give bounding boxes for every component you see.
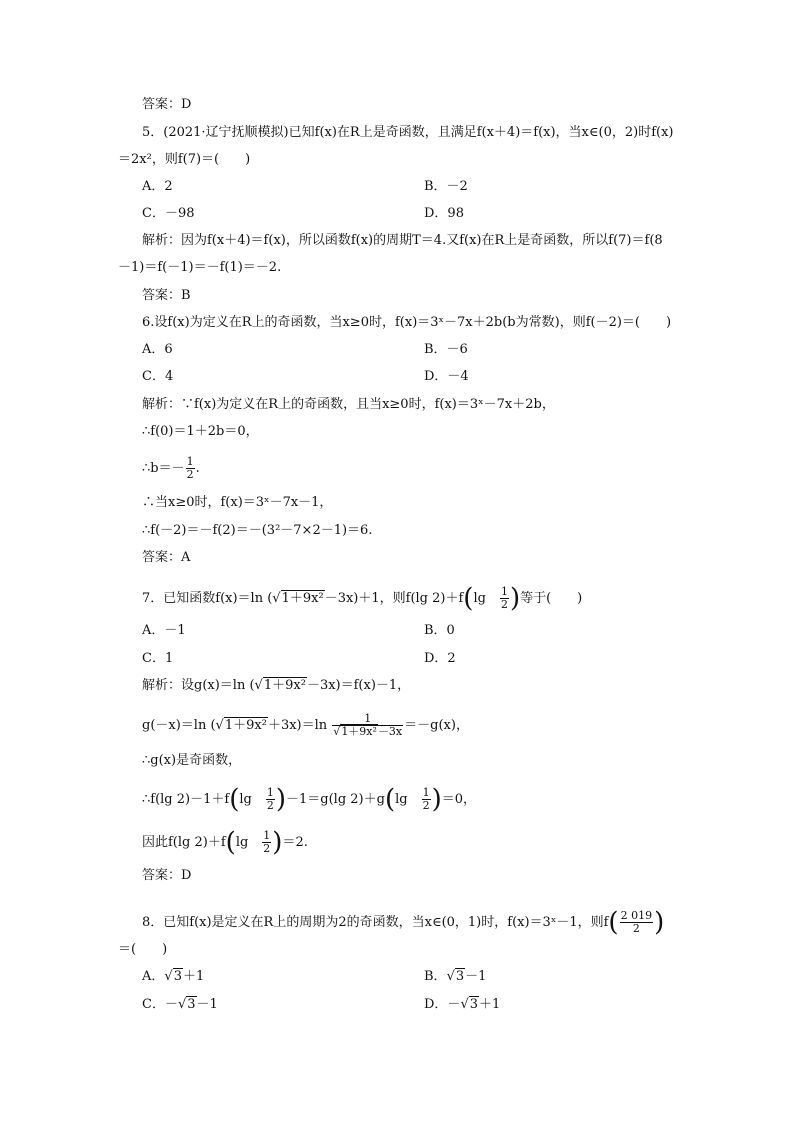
text: －3x	[377, 725, 403, 738]
text: ＋1	[479, 997, 501, 1012]
q5-option-b: B．－2	[424, 179, 468, 194]
text: ＋3x)＝ln	[267, 718, 328, 733]
answer-4: 答案：D	[142, 97, 192, 112]
text: －1	[465, 969, 487, 984]
numerator: 1	[263, 829, 271, 842]
q5-solution: 解析：因为f(x＋4)＝f(x)，所以函数f(x)的周期T＝4.又f(x)在R上是奇函数，所以f(7)＝f(8	[142, 233, 663, 248]
text: －1＝g(lg 2)＋g	[286, 792, 385, 807]
text: lg	[239, 792, 265, 807]
radicand: 1＋9x²	[224, 718, 267, 733]
q8-option-a: A．√3＋1	[142, 969, 205, 984]
q8-option-b: B．√3－1	[424, 969, 487, 984]
numerator: 1	[422, 786, 430, 799]
text: 7．已知函数f(x)＝ln (	[142, 591, 273, 606]
text: 因此f(lg 2)＋f	[142, 835, 226, 850]
q7-step-1: g(－x)＝ln (√1＋9x²＋3x)＝ln $\frac{1}{\text{√1＋9x²－3x}}$ ＝－g(x)，	[142, 712, 469, 738]
question-8-stem: 8．已知f(x)是定义在R上的周期为2的奇函数，当x∈(0，1)时，f(x)＝3ˣ－1，则f( $\frac{2 019}{2}$ )	[142, 907, 665, 938]
fraction	[186, 456, 195, 481]
text: ＝2.	[282, 835, 308, 850]
text: 8．已知f(x)是定义在R上的周期为2的奇函数，当x∈(0，1)时，f(x)＝3ˣ－1，则f	[142, 915, 609, 930]
text: lg	[235, 835, 262, 850]
radicand: 3	[173, 969, 182, 984]
text: D．－	[424, 997, 461, 1012]
text: －1	[196, 997, 218, 1012]
denominator: 2	[266, 799, 274, 812]
answer-7: 答案：D	[142, 868, 192, 883]
q6-step-1: ∴f(0)＝1＋2b＝0，	[142, 424, 259, 439]
q8-option-c: C．－√3－1	[142, 997, 218, 1012]
text: .	[195, 461, 200, 476]
q7-step-3: ∴f(lg 2)－1＋f(lg $\frac{1}{2}$ )－1＝g(lg 2)＋g(lg $\frac{1}{2}$ )＝0，	[142, 784, 477, 815]
q5-option-c: C．－98	[142, 206, 195, 221]
radicand: 3	[455, 969, 465, 984]
text: ＋1	[182, 969, 205, 984]
q6-option-d: D．－4	[424, 369, 469, 384]
denominator: 2	[186, 468, 194, 481]
fraction	[262, 830, 271, 855]
q7-step-2: ∴g(x)是奇函数，	[142, 753, 242, 768]
numerator: 1	[266, 786, 274, 799]
text: 解析：设g(x)＝ln (	[142, 678, 255, 693]
question-5-stem-cont: ＝2x²，则f(7)＝( )	[118, 152, 251, 167]
text: 等于( )	[520, 591, 583, 606]
numerator: 1	[186, 455, 194, 468]
question-6-stem: 6.设f(x)为定义在R上的奇函数，当x≥0时，f(x)＝3ˣ－7x＋2b(b为常数)，则f(－2)＝( )	[142, 315, 672, 330]
text: lg	[395, 792, 421, 807]
numerator: 2 019	[620, 909, 653, 922]
radicand: 1＋9x²	[281, 591, 324, 606]
q6-step-3: ∴当x≥0时，f(x)＝3ˣ－7x－1，	[142, 495, 333, 510]
answer-5: 答案：B	[142, 288, 191, 303]
denominator: 2	[500, 598, 508, 611]
q7-solution: 解析：设g(x)＝ln (√1＋9x²－3x)＝f(x)－1，	[142, 678, 411, 693]
q8-option-d: D．－√3＋1	[424, 997, 501, 1012]
text: ＝0，	[441, 792, 477, 807]
text: B．	[424, 969, 447, 984]
text: A．	[142, 969, 165, 984]
question-8-stem-cont: ＝( )	[118, 942, 168, 957]
text: ＝－g(x)，	[404, 718, 469, 733]
fraction	[620, 910, 654, 935]
text: ∴b＝－	[142, 461, 185, 476]
radicand: 1＋9x²	[263, 678, 306, 693]
text: －3x)＋1，则f(lg 2)＋f	[324, 591, 464, 606]
q5-option-a: A．2	[142, 179, 173, 194]
radicand: 3	[469, 997, 479, 1012]
q5-solution-cont: －1)＝f(－1)＝－f(1)＝－2.	[118, 260, 282, 275]
radicand: 1＋9x²	[341, 725, 377, 738]
text: ∴f(lg 2)－1＋f	[142, 792, 230, 807]
numerator: 1	[364, 712, 372, 725]
text: lg	[473, 591, 499, 606]
fraction	[422, 787, 431, 812]
q5-option-d: D．98	[424, 206, 464, 221]
q7-option-a: A．－1	[142, 623, 186, 638]
q6-option-c: C．4	[142, 369, 174, 384]
fraction	[266, 787, 275, 812]
q7-option-b: B．0	[424, 623, 455, 638]
q6-step-4: ∴f(－2)＝－f(2)＝－(3²－7×2－1)＝6.	[142, 523, 373, 538]
q7-option-d: D．2	[424, 651, 456, 666]
q6-option-b: B．－6	[424, 342, 468, 357]
fraction	[332, 713, 403, 738]
q6-solution: 解析：∵f(x)为定义在R上的奇函数，且当x≥0时，f(x)＝3ˣ－7x＋2b，	[142, 397, 555, 412]
denominator: 2	[263, 842, 271, 855]
q7-step-4: 因此f(lg 2)＋f(lg $\frac{1}{2}$ )＝2.	[142, 827, 308, 858]
text: C．－	[142, 997, 178, 1012]
q6-step-2	[142, 456, 200, 481]
fraction	[500, 586, 509, 611]
question-5-stem: 5．(2021·辽宁抚顺模拟)已知f(x)在R上是奇函数，且满足f(x＋4)＝f(x)，当x∈(0，2)时f(x)	[142, 125, 674, 140]
denominator: √1＋9x²－3x	[333, 725, 403, 738]
text: －3x)＝f(x)－1，	[306, 678, 411, 693]
denominator: 2	[422, 799, 430, 812]
radicand: 3	[187, 997, 196, 1012]
numerator: 1	[500, 585, 508, 598]
q7-option-c: C．1	[142, 651, 174, 666]
denominator: 2	[620, 922, 654, 935]
text: g(－x)＝ln (	[142, 718, 216, 733]
q6-option-a: A．6	[142, 342, 173, 357]
question-7-stem: 7．已知函数f(x)＝ln (√1＋9x²－3x)＋1，则f(lg 2)＋f(lg $\frac{1}{2}$ )等于( )	[142, 583, 583, 614]
answer-6: 答案：A	[142, 550, 191, 565]
